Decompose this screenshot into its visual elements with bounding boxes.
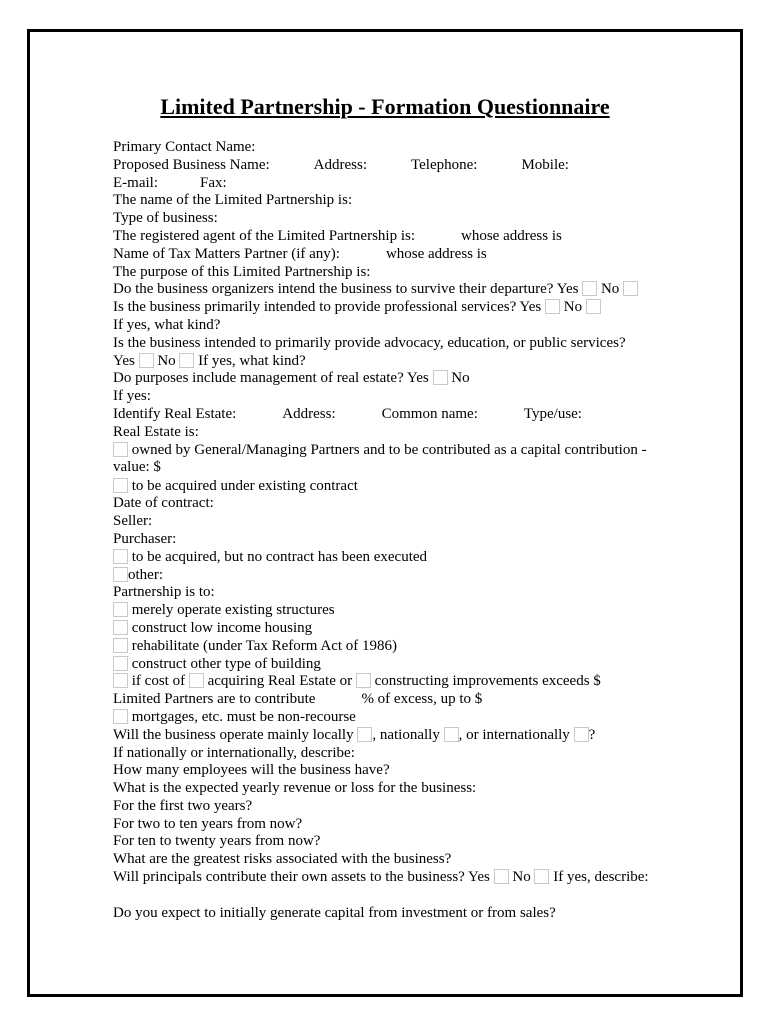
advocacy-yes-checkbox[interactable]: [139, 353, 154, 368]
construct-other-option: [113, 656, 673, 674]
owned-option: [113, 442, 673, 478]
email-label: E-mail:: [113, 174, 158, 191]
advocacy-question: Is the business intended to primarily provide advocacy, education, or public services?: [113, 334, 626, 351]
acquiring-checkbox[interactable]: [189, 673, 204, 688]
low-income-checkbox[interactable]: [113, 620, 128, 635]
internationally-checkbox[interactable]: [574, 727, 589, 742]
purpose-label: The purpose of this Limited Partnership is:: [113, 263, 371, 280]
no-label: No: [512, 869, 531, 886]
non-recourse-option: [113, 709, 673, 727]
no-label: No: [451, 370, 470, 387]
advocacy-no-checkbox[interactable]: [179, 353, 194, 368]
low-income-option: [113, 620, 673, 638]
primary-contact-label: Primary Contact Name:: [113, 139, 256, 155]
professional-no-checkbox[interactable]: [586, 299, 601, 314]
non-recourse-checkbox[interactable]: [113, 709, 128, 724]
real-estate-address-label: Address:: [282, 405, 336, 422]
two-to-ten-label: For two to ten years from now?: [113, 815, 303, 832]
low-income-text: construct low income housing: [131, 619, 313, 636]
operate-existing-checkbox[interactable]: [113, 602, 128, 617]
professional-services-text: Is the business primarily intended to provide professional services? Yes: [113, 299, 542, 316]
survive-no-checkbox[interactable]: [623, 281, 638, 296]
mobile-label: Mobile:: [521, 156, 569, 173]
date-of-contract-label: Date of contract:: [113, 495, 214, 512]
fax-label: Fax:: [200, 174, 227, 191]
rehabilitate-checkbox[interactable]: [113, 638, 128, 653]
common-name-label: Common name:: [381, 405, 478, 422]
contact-row: [113, 175, 673, 193]
construct-other-checkbox[interactable]: [113, 656, 128, 671]
owned-text: owned by General/Managing Partners and to be contributed as a capital contribution - value: $: [113, 441, 647, 476]
nationally-text: , nationally: [372, 726, 440, 743]
nationally-checkbox[interactable]: [444, 727, 459, 742]
if-cost-checkbox[interactable]: [113, 673, 128, 688]
survive-departure-text: Do the business organizers intend the business to survive their departure? Yes: [113, 281, 579, 298]
proposed-business-name-label: Proposed Business Name:: [113, 156, 270, 173]
limited-partners-text: Limited Partners are to contribute: [113, 691, 316, 708]
existing-contract-checkbox[interactable]: [113, 478, 128, 493]
real-estate-is-label: Real Estate is:: [113, 423, 199, 440]
professional-yes-checkbox[interactable]: [545, 299, 560, 314]
telephone-label: Telephone:: [411, 156, 478, 173]
purchaser-label: Purchaser:: [113, 530, 177, 547]
registered-agent-label: The registered agent of the Limited Partnership is:: [113, 227, 415, 244]
type-of-business-label: Type of business:: [113, 210, 218, 227]
locally-text: Will the business operate mainly locally: [113, 726, 354, 743]
partner-address-label: whose address is: [385, 245, 487, 262]
if-yes-label: If yes:: [113, 388, 151, 405]
locally-checkbox[interactable]: [357, 727, 372, 742]
partnership-name-label: The name of the Limited Partnership is:: [113, 192, 353, 209]
professional-kind-label: If yes, what kind?: [113, 316, 221, 333]
construct-other-text: construct other type of building: [131, 655, 321, 672]
operate-existing-option: [113, 602, 673, 620]
survive-departure-question: [113, 281, 673, 299]
principals-yes-checkbox[interactable]: [494, 869, 509, 884]
existing-contract-text: to be acquired under existing contract: [131, 477, 358, 494]
other-text: other:: [128, 566, 163, 583]
operate-scope-question: [113, 727, 673, 745]
principals-no-checkbox[interactable]: [534, 869, 549, 884]
no-contract-text: to be acquired, but no contract has been executed: [131, 548, 428, 565]
describe-scope-label: If nationally or internationally, describe:: [113, 744, 355, 761]
type-use-label: Type/use:: [523, 405, 582, 422]
survive-yes-checkbox[interactable]: [582, 281, 597, 296]
principals-describe-text: If yes, describe:: [553, 869, 649, 886]
cost-row: [113, 673, 673, 691]
address-label: Address:: [313, 156, 367, 173]
real-estate-text: Do purposes include management of real estate? Yes: [113, 370, 429, 387]
business-info-row: [113, 157, 673, 175]
seller-label: Seller:: [113, 513, 153, 530]
identify-real-estate-label: Identify Real Estate:: [113, 405, 237, 422]
constructing-checkbox[interactable]: [356, 673, 371, 688]
no-contract-checkbox[interactable]: [113, 549, 128, 564]
other-checkbox[interactable]: [113, 567, 128, 582]
non-recourse-text: mortgages, etc. must be non-recourse: [131, 708, 356, 725]
employees-question: How many employees will the business have?: [113, 762, 390, 779]
question-mark: ?: [588, 726, 596, 743]
principals-assets-question: [113, 869, 673, 905]
owned-checkbox[interactable]: [113, 442, 128, 457]
partnership-is-to-label: Partnership is to:: [113, 584, 215, 601]
questionnaire-body: [113, 139, 673, 923]
rehabilitate-option: [113, 638, 673, 656]
professional-services-question: [113, 299, 673, 317]
operate-existing-text: merely operate existing structures: [131, 602, 335, 619]
real-estate-yes-checkbox[interactable]: [433, 370, 448, 385]
real-estate-question: [113, 370, 673, 388]
no-contract-option: [113, 549, 673, 567]
no-label: No: [563, 299, 583, 316]
advocacy-answer-row: [113, 353, 673, 371]
tax-matters-row: [113, 246, 673, 264]
yes-label: Yes: [113, 352, 135, 369]
agent-address-label: whose address is: [461, 227, 562, 244]
principals-assets-text: Will principals contribute their own assets to the business? Yes: [113, 869, 490, 886]
page-title: Limited Partnership - Formation Questionnaire: [160, 94, 610, 119]
tax-matters-partner-label: Name of Tax Matters Partner (if any):: [113, 245, 340, 262]
ten-to-twenty-label: For ten to twenty years from now?: [113, 833, 321, 850]
constructing-text: constructing improvements exceeds $: [374, 673, 601, 690]
acquiring-text: acquiring Real Estate or: [207, 673, 353, 690]
registered-agent-row: [113, 228, 673, 246]
revenue-question: What is the expected yearly revenue or loss for the business:: [113, 780, 477, 797]
existing-contract-option: [113, 478, 673, 496]
no-label: No: [157, 352, 176, 369]
rehabilitate-text: rehabilitate (under Tax Reform Act of 1986): [131, 637, 398, 654]
capital-question: Do you expect to initially generate capital from investment or from sales?: [113, 905, 556, 922]
if-cost-text: if cost of: [131, 673, 186, 690]
other-option: [113, 567, 673, 585]
first-two-years-label: For the first two years?: [113, 797, 253, 814]
internationally-text: , or internationally: [458, 726, 570, 743]
advocacy-kind-label: If yes, what kind?: [198, 352, 306, 369]
limited-partners-row: [113, 691, 673, 709]
risks-question: What are the greatest risks associated with the business?: [113, 851, 452, 868]
real-estate-identify-row: [113, 406, 673, 424]
percent-excess-text: % of excess, up to $: [361, 691, 483, 708]
no-label: No: [600, 281, 620, 298]
